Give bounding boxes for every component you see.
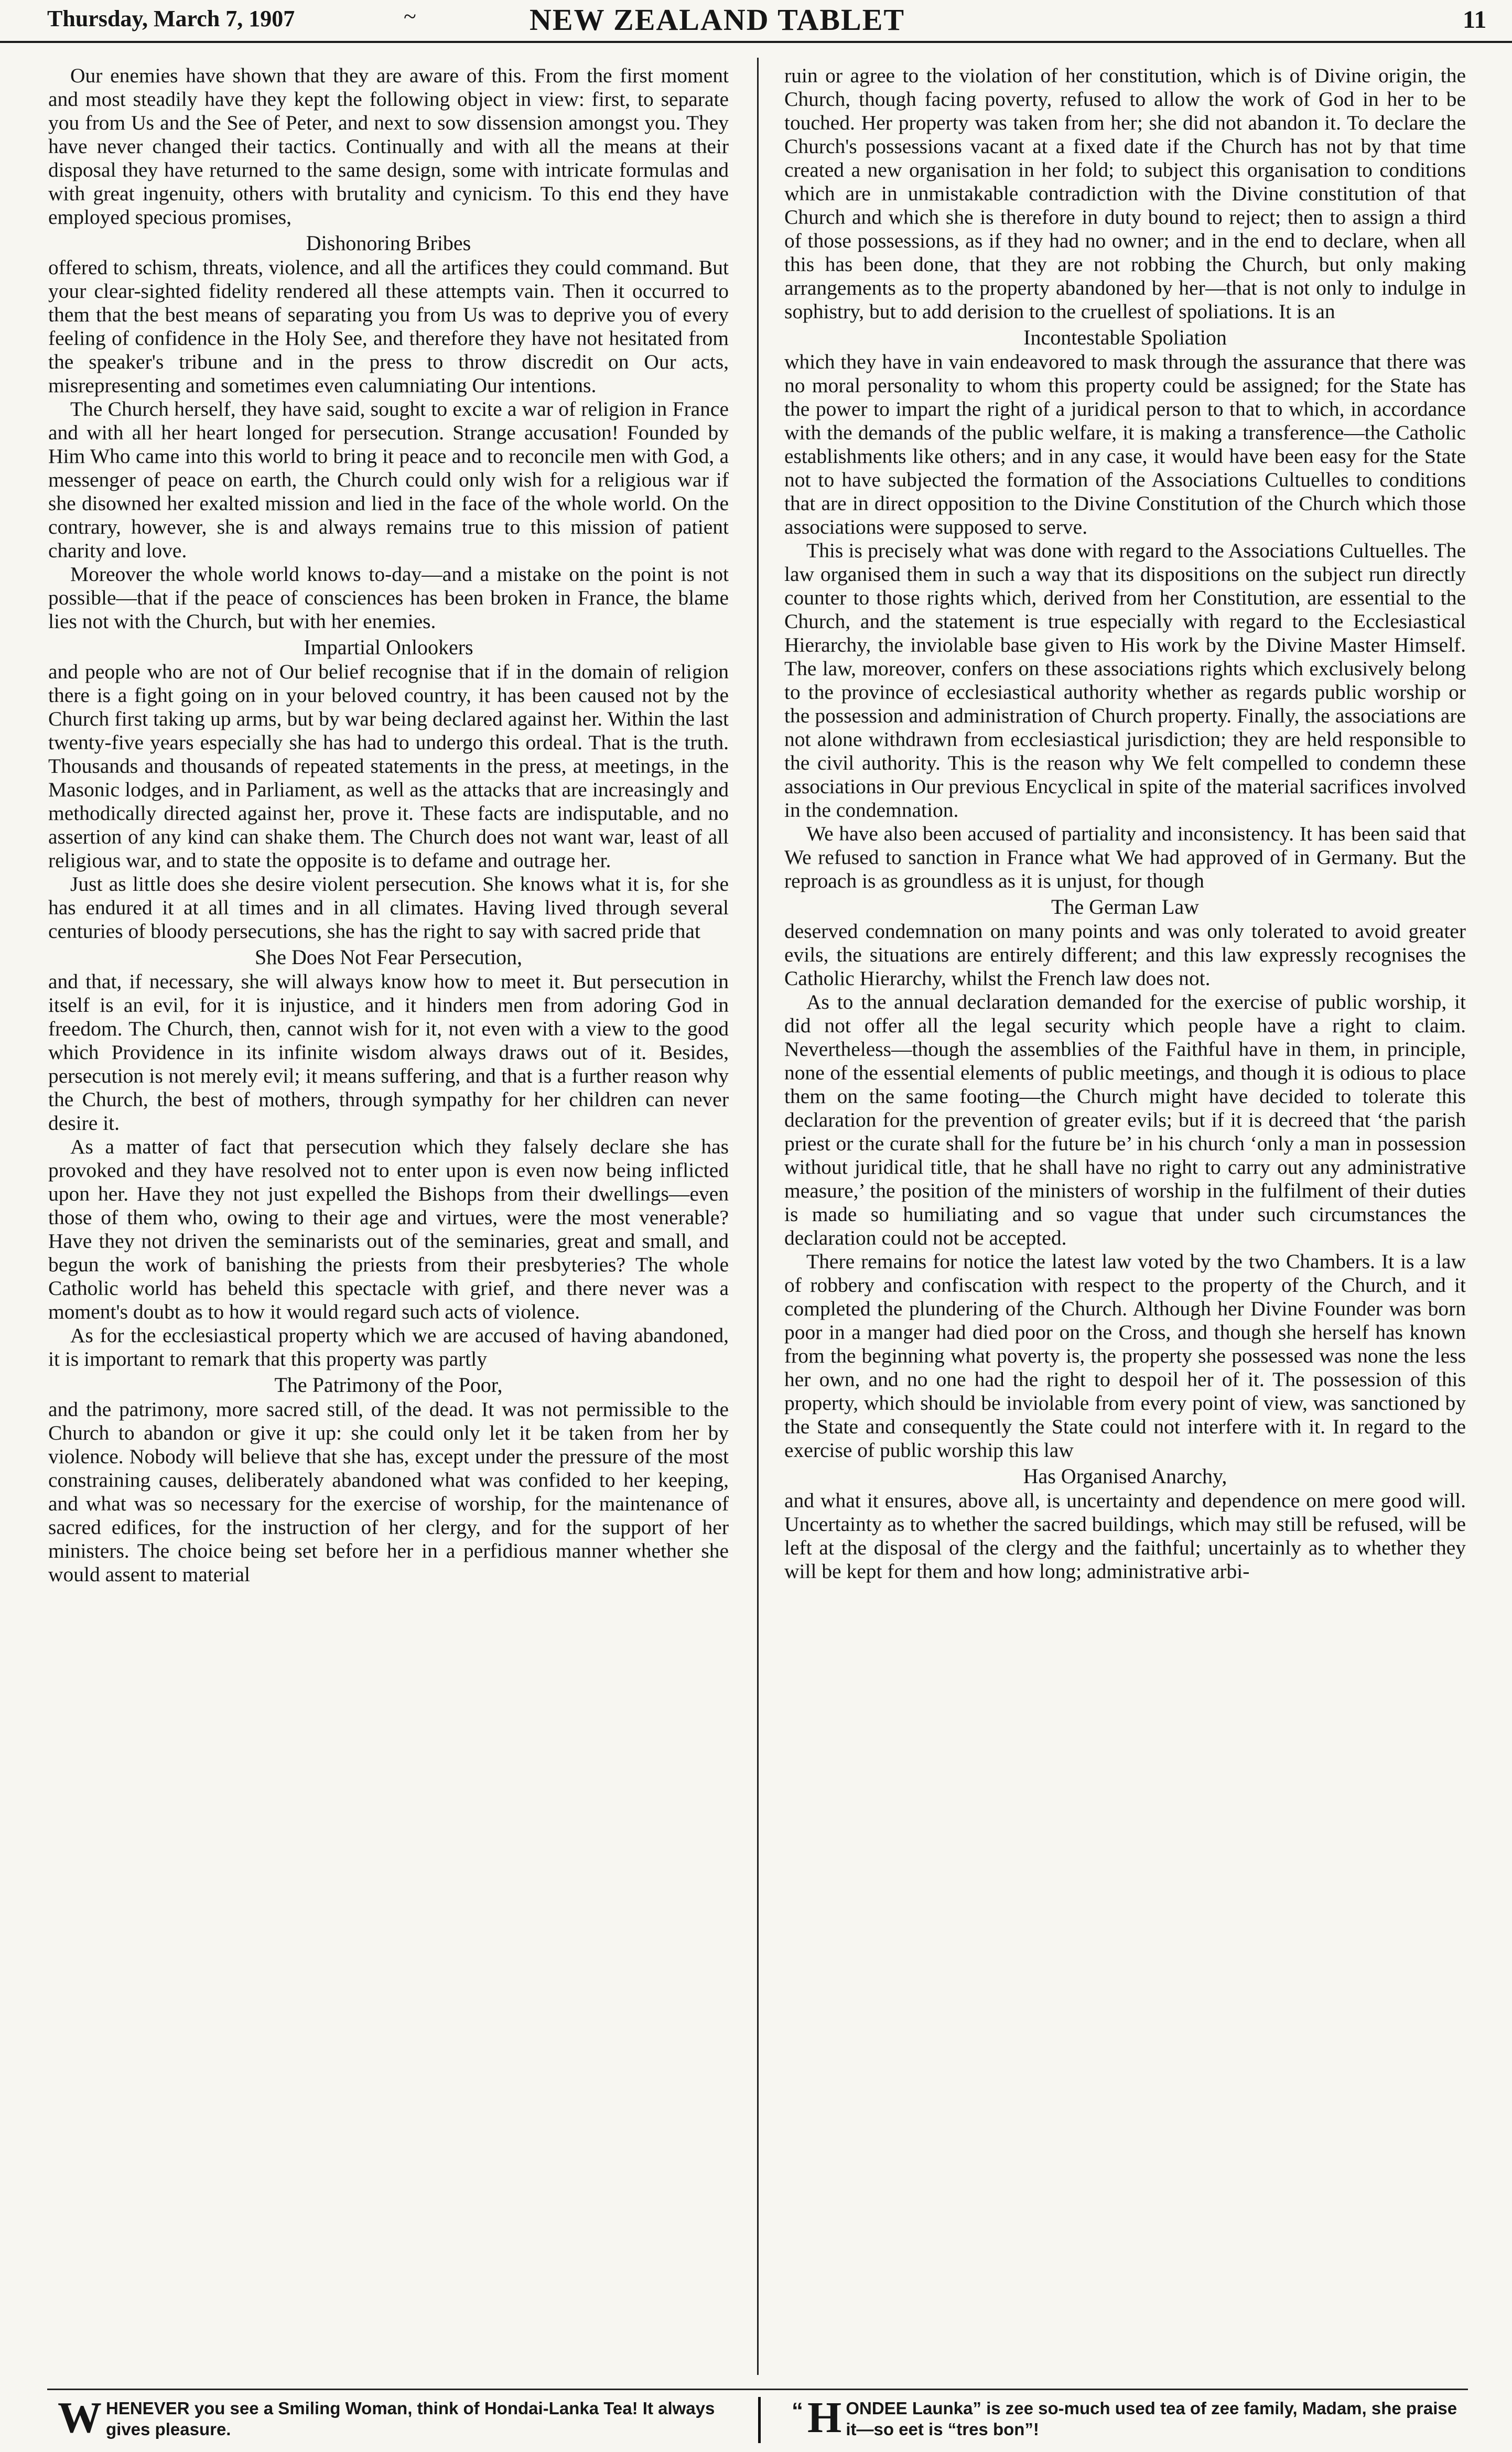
issue-date: Thursday, March 7, 1907 xyxy=(47,6,295,31)
paragraph: Our enemies have shown that they are aware of this. From the first moment and most steadily have they kept the following object in view: first, to separate you from Us and the See of Peter, and next to sow dissension amongst you. They have never changed their tactics. Continually and with all the means at their disposal they have returned to the same design, some with intricate formulas and with great ingenuity, others with brutality and cynicism. To this end they have employed specious promises, xyxy=(48,64,729,229)
paragraph: offered to schism, threats, violence, and all the artifices they could command. But your clear-sighted fidelity rendered all these attempts vain. Then it occurred to them that the best means of separating you from Us was to deprive you of every feeling of confidence in the Holy See, and therefore they have not hesitated from the speaker's tribune and in the press to throw discredit on Our acts, misrepresenting and sometimes even calumniating Our intentions. xyxy=(48,256,729,397)
footer-divider xyxy=(47,2389,1468,2390)
paragraph: ruin or agree to the violation of her constitution, which is of Divine origin, the Church, though facing poverty, refused to allow the work of God in her to be touched. Her property was taken from her; she did not abandon it. To declare the Church's possessions vacant at a fixed date if the Church has not by that time created a new organisation in her fold; to subject this organisation to conditions which are in unmistakable contradiction with the Divine constitution of that Church and which she is therefore in duty bound to reject; then to assign a third of those possessions, as if they had no owner; and in the end to declare, when all this has been done, that they are not robbing the Church, but only making arrangements as to the property abandoned by her—that is not only to indulge in sophistry, but to add derision to the cruellest of spoliations. It is an xyxy=(784,64,1466,323)
subheading: She Does Not Fear Persecution, xyxy=(255,945,522,969)
paragraph: Moreover the whole world knows to-day—and a mistake on the point is not possible—that if the peace of consciences has been broken in France, the blame lies not with the Church, but with her enemies. xyxy=(48,563,729,633)
subheading: The German Law xyxy=(1051,895,1200,919)
paragraph: We have also been accused of partiality and inconsistency. It has been said that We refused to sanction in France what We had approved of in Germany. But the reproach is as groundless as it is unjust, for though xyxy=(784,822,1466,892)
advertisement-left xyxy=(58,2393,718,2442)
ad-drop-cap: H xyxy=(807,2393,842,2442)
paragraph: deserved condemnation on many points and was only tolerated to avoid greater evils, the situations are entirely different; and this law expressly recognises the Catholic Hierarchy, whilst the French law does not. xyxy=(784,920,1466,990)
paragraph: The Church herself, they have said, sought to excite a war of religion in France and with all her heart longed for persecution. Strange accusation! Founded by Him Who came into this world to bring it peace and to reconcile men with God, a messenger of peace on earth, the Church could only wish for a religious war if she disowned her exalted mission and lied in the face of the whole world. On the contrary, however, she is and always remains true to this mission of patient charity and love. xyxy=(48,397,729,562)
header-ornament: ~ xyxy=(404,4,416,29)
subheading: The Patrimony of the Poor, xyxy=(274,1373,503,1397)
paragraph: and the patrimony, more sacred still, of the dead. It was not permissible to the Church to abandon or give it up: she could only let it be taken from her by violence. Nobody will believe that she has, except under the pressure of the most constraining causes, deliberately abandoned what was confided to her keeping, and what was so necessary for the exercise of worship, for the maintenance of sacred edifices, for the instruction of her clergy, and for the support of her ministers. The choice being set before her in a perfidious manner whether she would assent to material xyxy=(48,1398,729,1586)
masthead-title: NEW ZEALAND TABLET xyxy=(530,3,905,37)
advertisement-divider xyxy=(758,2397,761,2443)
paragraph: There remains for notice the latest law voted by the two Chambers. It is a law of robbery and confiscation with respect to the property of the Church, and it completed the plundering of the Church. Although her Divine Founder was born poor in a manger had died poor on the Cross, and though she herself has known from the beginning what poverty is, the property she possessed was none the less her own, and no one had the right to despoil her of it. The possession of this property, which should be inviolable from every point of view, was sanctioned by the State and consequently the State could not interfere with it. In regard to the exercise of public worship this law xyxy=(784,1250,1466,1462)
paragraph: and people who are not of Our belief recognise that if in the domain of religion there is a fight going on in your beloved country, it has been caused not by the Church first taking up arms, but by war being declared against her. Within the last twenty-five years especially she has had to undergo this ordeal. That is the truth. Thousands and thousands of repeated statements in the press, at meetings, in the Masonic lodges, and in Parliament, as well as the attacks that are increasingly and methodically directed against her, prove it. These facts are indisputable, and no assertion of any kind can shake them. The Church does not want war, least of all religious war, and to state the opposite is to defame and outrage her. xyxy=(48,660,729,872)
column-divider xyxy=(757,58,759,2375)
ad-text: HENEVER you see a Smiling Woman, think of Hondai-Lanka Tea! It always gives pleasure. xyxy=(106,2399,715,2439)
ad-open-quote: “ xyxy=(792,2398,803,2424)
right-column xyxy=(784,64,1466,1583)
paragraph: and what it ensures, above all, is uncertainty and dependence on mere good will. Uncertainty as to whether the sacred buildings, which may still be refused, will be left at the disposal of the clergy and the faithful; uncertainly as to whether they will be kept for them and how long; administrative arbi- xyxy=(784,1489,1466,1583)
advertisement-right xyxy=(792,2393,1468,2442)
paragraph: As a matter of fact that persecution which they falsely declare she has provoked and they have resolved not to enter upon is even now being inflicted upon her. Have they not just expelled the Bishops from their dwellings—even those of them who, owing to their age and virtues, were the most venerable? Have they not driven the seminarists out of the seminaries, great and small, and begun the work of banishing the priests from their presbyteries? The whole Catholic world has beheld this spectacle with grief, and there never was a moment's doubt as to how it would regard such acts of violence. xyxy=(48,1135,729,1323)
ad-drop-cap: W xyxy=(58,2393,102,2442)
paragraph: As for the ecclesiastical property which we are accused of having abandoned, it is important to remark that this property was partly xyxy=(48,1324,729,1370)
page-number: 11 xyxy=(1463,6,1487,34)
paragraph: which they have in vain endeavored to mask through the assurance that there was no moral personality to whom this property could be assigned; for the State has the power to impart the right of a juridical person to that to which, in accordance with the demands of the public welfare, it is making a transference—the Catholic establishments like others; and in any case, it would have been easy for the State not to have subjected the formation of the Associations Cultuelles to conditions that are in direct opposition to the Divine Constitution of the Church which those associations were supposed to serve. xyxy=(784,350,1466,538)
subheading: Impartial Onlookers xyxy=(304,635,473,659)
page-header xyxy=(0,0,1512,43)
subheading: Dishonoring Bribes xyxy=(306,231,471,255)
paragraph: As to the annual declaration demanded for the exercise of public worship, it did not offer all the legal security which people have a right to claim. Nevertheless—though the assemblies of the Faithful have in them, in principle, none of the essential elements of public meetings, and though it is odious to place them on the same footing—the Church might have decided to tolerate this declaration for the prevention of greater evils; but if it is decreed that ‘the parish priest or the curate shall for the future be’ in his church ‘only a man in possession without juridical title, that he shall have no right to carry out any administrative measure,’ the position of the ministers of worship in the fulfilment of their duties is made so humiliating and so vague that under such circumstances the declaration could not be accepted. xyxy=(784,990,1466,1249)
subheading: Has Organised Anarchy, xyxy=(1023,1464,1227,1488)
paragraph: Just as little does she desire violent persecution. She knows what it is, for she has endured it at all times and in all climates. Having lived through several centuries of bloody persecutions, she has the right to say with sacred pride that xyxy=(48,872,729,943)
ad-text: ONDEE Launka” is zee so-much used tea of zee family, Madam, she praise it—so eet is “tres bon”! xyxy=(846,2399,1457,2439)
subheading: Incontestable Spoliation xyxy=(1023,326,1227,349)
paragraph: and that, if necessary, she will always know how to meet it. But persecution in itself is an evil, for it is injustice, and it hinders men from adoring God in freedom. The Church, then, cannot wish for it, not even with a view to the good which Providence in its infinite wisdom always draws out of it. Besides, persecution is not merely evil; it means suffering, and that is a further reason why the Church, the best of mothers, through sympathy for her children can never desire it. xyxy=(48,970,729,1135)
paragraph: This is precisely what was done with regard to the Associations Cultuelles. The law organised them in such a way that its dispositions on the subject run directly counter to those rights which, derived from her Constitution, are essential to the Church, and the statement is true especially with regard to the Ecclesiastical Hierarchy, the inviolable base given to His work by the Divine Master Himself. The law, moreover, confers on these associations rights which exclusively belong to the province of ecclesiastical authority whether as regards public worship or the possession and administration of Church property. Finally, the associations are not alone withdrawn from ecclesiastical jurisdiction; they are held responsible to the civil authority. This is the reason why We felt compelled to condemn these associations in Our previous Encyclical in spite of the material sacrifices involved in the condemnation. xyxy=(784,539,1466,822)
left-column xyxy=(48,64,729,1586)
